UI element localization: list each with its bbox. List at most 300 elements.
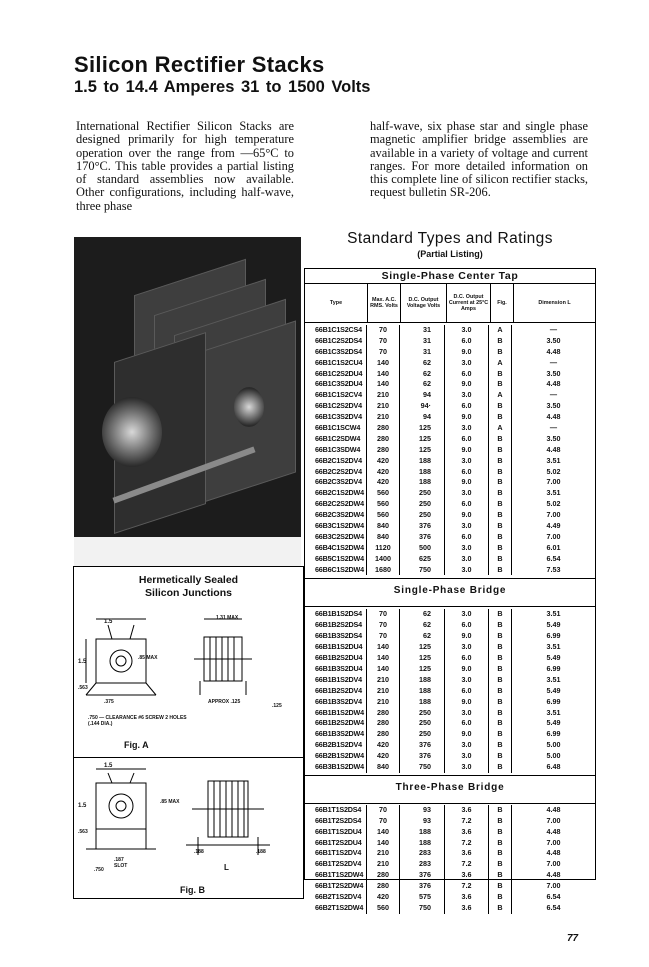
cell-fig: B <box>489 892 512 903</box>
cell-max-ac: 420 <box>367 477 400 488</box>
fig-a-bottom-dim: .375 <box>104 699 114 705</box>
cell-dc-current: 9.0 <box>445 697 489 708</box>
cell-max-ac: 280 <box>367 870 400 881</box>
cell-fig: B <box>489 631 512 642</box>
fig-a-width-dim: 1.5 <box>104 619 113 625</box>
cell-fig: B <box>489 718 512 729</box>
cell-dc-volts: 188 <box>400 456 445 467</box>
cell-dimension: 3.50 <box>546 401 561 411</box>
cell-max-ac: 420 <box>367 751 400 762</box>
three-phase-rows <box>305 804 595 914</box>
cell-fig: B <box>489 369 512 380</box>
cell-max-ac: 420 <box>367 456 400 467</box>
cell-dc-current: 3.0 <box>445 543 489 554</box>
cell-dc-volts: 125 <box>400 653 445 664</box>
cell-type: 66B1C3S2DV4 <box>305 412 367 423</box>
cell-dc-current: 3.0 <box>445 751 489 762</box>
cell-dc-current: 3.6 <box>445 870 489 881</box>
cell-dc-current: 3.0 <box>445 521 489 532</box>
cell-dc-volts: 188 <box>400 697 445 708</box>
cell-max-ac: 70 <box>367 347 400 358</box>
table-row <box>305 838 595 849</box>
fig-b-base-dim: .563 <box>78 829 88 835</box>
cell-fig: B <box>489 881 512 892</box>
cell-type: 66B2T1S2DV4 <box>305 892 367 903</box>
cell-dc-volts: 376 <box>400 532 445 543</box>
cell-dimension: — <box>549 390 558 400</box>
cell-type: 66B1T1S2DV4 <box>305 848 367 859</box>
cell-max-ac: 840 <box>367 532 400 543</box>
cell-dc-volts: 125 <box>400 664 445 675</box>
section-title-three-phase-bridge: Three-Phase Bridge <box>305 776 595 804</box>
cell-type: 66B1B3S2DW4 <box>305 729 367 740</box>
table-row <box>305 532 595 543</box>
cell-max-ac: 280 <box>367 708 400 719</box>
cell-dc-current: 9.0 <box>445 379 489 390</box>
table-row <box>305 510 595 521</box>
col-header-fig: Fig. <box>491 284 514 322</box>
cell-dimension: 7.53 <box>546 564 561 574</box>
cell-dimension: 7.00 <box>546 531 561 541</box>
fig-a-drawing <box>74 609 303 759</box>
table-row <box>305 521 595 532</box>
cell-dimension: — <box>549 357 558 367</box>
cell-fig: B <box>489 816 512 827</box>
cell-type: 66B1C2S2DV4 <box>305 401 367 412</box>
table-row <box>305 554 595 565</box>
cell-max-ac: 210 <box>367 848 400 859</box>
cell-dc-current: 9.0 <box>445 664 489 675</box>
single-bridge-rows <box>305 607 595 775</box>
table-row <box>305 848 595 859</box>
cell-dc-volts: 250 <box>400 708 445 719</box>
table-row <box>305 805 595 816</box>
fig-b-height-dim: 1.5 <box>78 803 87 809</box>
cell-dc-current: 9.0 <box>445 729 489 740</box>
cell-fig: B <box>489 488 512 499</box>
cell-dimension: 6.48 <box>546 761 561 771</box>
cell-dimension: 4.48 <box>546 346 561 356</box>
cell-fig: B <box>489 543 512 554</box>
cell-dc-volts: 62 <box>400 379 445 390</box>
cell-dimension: 3.51 <box>546 488 561 498</box>
cell-type: 66B1B2S2DS4 <box>305 620 367 631</box>
page-title: Silicon Rectifier Stacks <box>74 52 325 77</box>
cell-type: 66B1T1S2DU4 <box>305 827 367 838</box>
fig-b-length-dim: L <box>224 863 229 872</box>
ratings-table <box>304 268 596 912</box>
cell-type: 66B2C3S2DW4 <box>305 510 367 521</box>
cell-fig: B <box>489 708 512 719</box>
cell-fig: B <box>489 467 512 478</box>
table-row <box>305 488 595 499</box>
fig-a-side-dim: .85 MAX <box>138 655 158 661</box>
cell-max-ac: 140 <box>367 664 400 675</box>
cell-dc-current: 3.0 <box>445 609 489 620</box>
cell-dc-current: 3.0 <box>445 456 489 467</box>
cell-dc-volts: 125 <box>400 642 445 653</box>
cell-fig: B <box>489 521 512 532</box>
cell-type: 66B2C1S2DW4 <box>305 488 367 499</box>
fig-b-bottom-dim: .750 <box>94 867 104 873</box>
cell-dimension: — <box>549 325 558 334</box>
cell-type: 66B2C2S2DV4 <box>305 467 367 478</box>
table-row <box>305 412 595 423</box>
col-header-type: Type <box>305 284 368 322</box>
cell-dc-volts: 62 <box>400 620 445 631</box>
cell-dimension: 6.01 <box>546 542 561 552</box>
cell-type: 66B1B3S2DU4 <box>305 664 367 675</box>
fig-b-right-dim: .188 <box>256 849 266 855</box>
intro-paragraph-right: half-wave, six phase star and single phase magnetic amplifier bridge assemblies are available in a variety of voltage and current ranges. For more detailed information on this complete line of silicon rectifier stacks, request bulletin SR-206. <box>370 119 588 200</box>
table-row <box>305 631 595 642</box>
cell-max-ac: 420 <box>367 740 400 751</box>
table-row <box>305 892 595 903</box>
table-row <box>305 434 595 445</box>
cell-fig: B <box>489 805 512 816</box>
cell-fig: B <box>489 827 512 838</box>
cell-dc-current: 6.0 <box>445 718 489 729</box>
cell-fig: B <box>489 686 512 697</box>
table-row <box>305 816 595 827</box>
cell-dc-volts: 500 <box>400 543 445 554</box>
table-row <box>305 697 595 708</box>
cell-dc-current: 3.0 <box>445 762 489 773</box>
table-row <box>305 445 595 456</box>
table-row <box>305 477 595 488</box>
fig-b-slot-dim: .187 SLOT <box>114 857 128 869</box>
cell-fig: B <box>489 848 512 859</box>
cell-dc-current: 9.0 <box>445 412 489 423</box>
cell-max-ac: 70 <box>367 816 400 827</box>
col-header-dc-volts: D.C. Output Voltage Volts <box>401 284 447 322</box>
cell-max-ac: 140 <box>367 642 400 653</box>
cell-max-ac: 140 <box>367 838 400 849</box>
table-row <box>305 729 595 740</box>
table-row <box>305 467 595 478</box>
cell-dc-volts: 250 <box>400 510 445 521</box>
cell-fig: B <box>489 751 512 762</box>
cell-fig: B <box>489 609 512 620</box>
cell-type: 66B2C3S2DV4 <box>305 477 367 488</box>
cell-dc-current: 7.2 <box>445 859 489 870</box>
cell-dc-volts: 575 <box>400 892 445 903</box>
page-subtitle: 1.5 to 14.4 Amperes 31 to 1500 Volts <box>74 78 371 96</box>
cell-fig: B <box>489 565 512 576</box>
cell-dc-volts: 283 <box>400 848 445 859</box>
cell-dc-volts: 188 <box>400 686 445 697</box>
cell-max-ac: 70 <box>367 631 400 642</box>
cell-type: 66B6C1S2DW4 <box>305 565 367 576</box>
cell-max-ac: 70 <box>367 805 400 816</box>
cell-max-ac: 70 <box>367 325 400 336</box>
cell-dc-current: 6.0 <box>445 686 489 697</box>
cell-dimension: 7.00 <box>546 477 561 487</box>
fig-b-side-dim: .85 MAX <box>160 799 180 805</box>
cell-fig: B <box>489 762 512 773</box>
cell-dimension: 3.50 <box>546 433 561 443</box>
cell-max-ac: 140 <box>367 827 400 838</box>
cell-max-ac: 420 <box>367 892 400 903</box>
cell-type: 66B1B3S2DV4 <box>305 697 367 708</box>
cell-fig: B <box>489 903 512 914</box>
cell-type: 66B3C1S2DW4 <box>305 521 367 532</box>
table-row <box>305 740 595 751</box>
cell-dimension: 7.00 <box>546 859 561 869</box>
cell-type: 66B1C2SDW4 <box>305 434 367 445</box>
cell-dimension: 4.48 <box>546 826 561 836</box>
cell-dc-volts: 376 <box>400 870 445 881</box>
cell-dc-volts: 376 <box>400 881 445 892</box>
cell-dimension: 7.00 <box>546 815 561 825</box>
cell-type: 66B3B1S2DW4 <box>305 762 367 773</box>
cell-type: 66B5C1S2DW4 <box>305 554 367 565</box>
cell-dimension: 6.54 <box>546 553 561 563</box>
cell-type: 66B1T2S2DV4 <box>305 859 367 870</box>
table-title: Standard Types and Ratings <box>347 230 553 247</box>
cell-dc-volts: 93 <box>400 816 445 827</box>
cell-dc-volts: 376 <box>400 751 445 762</box>
cell-dc-volts: 125 <box>400 423 445 434</box>
cell-dc-current: 7.2 <box>445 838 489 849</box>
cell-type: 66B1C1S2CV4 <box>305 390 367 401</box>
cell-dc-current: 6.0 <box>445 653 489 664</box>
fig-b-width-dim: 1.5 <box>104 763 113 769</box>
cell-fig: B <box>489 859 512 870</box>
table-row <box>305 456 595 467</box>
cell-fig: B <box>489 532 512 543</box>
cell-dimension: 3.50 <box>546 368 561 378</box>
table-row <box>305 686 595 697</box>
cell-fig: B <box>489 664 512 675</box>
fig-b-label: Fig. B <box>180 885 205 895</box>
cell-dimension: 3.51 <box>546 455 561 465</box>
table-row <box>305 664 595 675</box>
section-title-single-bridge: Single-Phase Bridge <box>305 579 595 607</box>
cell-dc-current: 6.0 <box>445 369 489 380</box>
cell-dimension: 4.49 <box>546 521 561 531</box>
cell-fig: B <box>489 675 512 686</box>
cell-dimension: 3.50 <box>546 335 561 345</box>
fig-a-height-dim: 1.5 <box>78 659 87 665</box>
cell-dimension: 6.99 <box>546 631 561 641</box>
cell-dimension: 4.48 <box>546 848 561 858</box>
cell-max-ac: 280 <box>367 423 400 434</box>
cell-type: 66B1T2S2DS4 <box>305 816 367 827</box>
cell-type: 66B1C3S2DU4 <box>305 379 367 390</box>
cell-max-ac: 280 <box>367 434 400 445</box>
cell-dc-current: 3.6 <box>445 892 489 903</box>
cell-dc-volts: 93 <box>400 805 445 816</box>
table-row <box>305 751 595 762</box>
cell-dc-volts: 62 <box>400 609 445 620</box>
cell-dc-volts: 750 <box>400 565 445 576</box>
cell-dimension: 3.51 <box>546 609 561 619</box>
cell-dc-current: 6.0 <box>445 434 489 445</box>
cell-dc-current: 6.0 <box>445 401 489 412</box>
cell-max-ac: 210 <box>367 859 400 870</box>
cell-type: 66B1B1S2DW4 <box>305 708 367 719</box>
cell-dc-volts: 188 <box>400 477 445 488</box>
fig-b-drawing <box>74 761 303 881</box>
cell-fig: A <box>489 390 512 401</box>
cell-dc-current: 6.0 <box>445 532 489 543</box>
cell-fig: A <box>489 325 512 336</box>
table-row <box>305 543 595 554</box>
cell-type: 66B1B3S2DS4 <box>305 631 367 642</box>
cell-type: 66B1B1S2DV4 <box>305 675 367 686</box>
cell-max-ac: 840 <box>367 521 400 532</box>
cell-max-ac: 210 <box>367 401 400 412</box>
cell-fig: B <box>489 697 512 708</box>
cell-dimension: 5.49 <box>546 718 561 728</box>
table-subtitle: (Partial Listing) <box>417 249 483 259</box>
cell-dc-current: 9.0 <box>445 477 489 488</box>
cell-max-ac: 420 <box>367 467 400 478</box>
table-row <box>305 903 595 914</box>
cell-dc-current: 3.0 <box>445 358 489 369</box>
rectifier-stack-photo <box>74 237 301 567</box>
cell-fig: B <box>489 729 512 740</box>
cell-dc-volts: 750 <box>400 762 445 773</box>
cell-fig: B <box>489 477 512 488</box>
cell-dc-current: 3.0 <box>445 554 489 565</box>
cell-max-ac: 560 <box>367 510 400 521</box>
cell-fig: A <box>489 423 512 434</box>
cell-fig: B <box>489 412 512 423</box>
cell-max-ac: 210 <box>367 697 400 708</box>
cell-dc-volts: 62 <box>400 358 445 369</box>
table-row <box>305 565 595 576</box>
cell-dc-volts: 188 <box>400 675 445 686</box>
cell-dc-volts: 376 <box>400 740 445 751</box>
cell-dimension: 5.02 <box>546 499 561 509</box>
cell-dc-current: 9.0 <box>445 445 489 456</box>
cell-dc-current: 7.2 <box>445 881 489 892</box>
table-row <box>305 859 595 870</box>
cell-dc-volts: 188 <box>400 827 445 838</box>
cell-max-ac: 140 <box>367 379 400 390</box>
cell-type: 66B2B1S2DV4 <box>305 740 367 751</box>
cell-dimension: 7.00 <box>546 837 561 847</box>
cell-max-ac: 140 <box>367 369 400 380</box>
cell-dimension: 6.99 <box>546 729 561 739</box>
cell-dc-volts: 376 <box>400 521 445 532</box>
fig-b-mid-dim: .188 <box>194 849 204 855</box>
cell-dimension: 4.48 <box>546 804 561 814</box>
cell-type: 66B1T1S2DS4 <box>305 805 367 816</box>
cell-type: 66B1C1S2CU4 <box>305 358 367 369</box>
cell-dc-volts: 31 <box>400 347 445 358</box>
cell-dc-current: 3.0 <box>445 488 489 499</box>
cell-type: 66B1T2S2DW4 <box>305 881 367 892</box>
cell-dimension: 3.51 <box>546 707 561 717</box>
cell-max-ac: 70 <box>367 620 400 631</box>
cell-type: 66B1B2S2DU4 <box>305 653 367 664</box>
col-header-dc-current: D.C. Output Current at 25°C Amps <box>447 284 491 322</box>
cell-max-ac: 70 <box>367 609 400 620</box>
cell-fig: B <box>489 379 512 390</box>
cell-max-ac: 560 <box>367 499 400 510</box>
cell-dimension: 5.02 <box>546 466 561 476</box>
cell-dc-volts: 250 <box>400 718 445 729</box>
cell-max-ac: 210 <box>367 390 400 401</box>
fig-a-base-dim: .563 <box>78 685 88 691</box>
cell-dc-volts: 62 <box>400 369 445 380</box>
cell-dimension: 5.00 <box>546 751 561 761</box>
table-row <box>305 401 595 412</box>
cell-type: 66B1C2S2DU4 <box>305 369 367 380</box>
cell-max-ac: 210 <box>367 412 400 423</box>
cell-type: 66B1B1S2DU4 <box>305 642 367 653</box>
table-row <box>305 881 595 892</box>
cell-type: 66B1C3SDW4 <box>305 445 367 456</box>
cell-max-ac: 210 <box>367 675 400 686</box>
cell-max-ac: 210 <box>367 686 400 697</box>
cell-dc-current: 3.6 <box>445 827 489 838</box>
table-row <box>305 675 595 686</box>
cell-dc-current: 7.2 <box>445 816 489 827</box>
cell-fig: B <box>489 401 512 412</box>
cell-fig: B <box>489 499 512 510</box>
section-title-center-tap: Single-Phase Center Tap <box>305 269 595 284</box>
cell-fig: B <box>489 347 512 358</box>
cell-type: 66B1C2S2DS4 <box>305 336 367 347</box>
cell-type: 66B4C1S2DW4 <box>305 543 367 554</box>
cell-dc-current: 3.0 <box>445 325 489 336</box>
cell-dc-volts: 250 <box>400 488 445 499</box>
fig-a-approx-dim: APPROX .125 <box>208 699 241 705</box>
cell-dc-current: 3.0 <box>445 675 489 686</box>
cell-type: 66B1B2S2DW4 <box>305 718 367 729</box>
cell-max-ac: 1400 <box>367 554 400 565</box>
cell-dc-current: 9.0 <box>445 347 489 358</box>
cell-fig: B <box>489 456 512 467</box>
fig-a-spacing-dim: .125 <box>272 703 282 709</box>
cell-dc-current: 3.0 <box>445 423 489 434</box>
cell-max-ac: 140 <box>367 358 400 369</box>
column-header-row <box>305 284 595 323</box>
cell-dimension: 4.48 <box>546 412 561 422</box>
cell-dc-volts: 625 <box>400 554 445 565</box>
cell-dc-volts: 125 <box>400 434 445 445</box>
table-row <box>305 762 595 773</box>
cell-dc-current: 3.0 <box>445 740 489 751</box>
figure-heading-line2: Silicon Junctions <box>145 587 232 599</box>
cell-dc-volts: 125 <box>400 445 445 456</box>
table-row <box>305 358 595 369</box>
cell-dc-current: 3.0 <box>445 708 489 719</box>
dimension-figures-panel <box>73 566 304 899</box>
cell-fig: B <box>489 336 512 347</box>
cell-dc-current: 6.0 <box>445 499 489 510</box>
table-row <box>305 369 595 380</box>
cell-dc-current: 3.0 <box>445 565 489 576</box>
table-row <box>305 423 595 434</box>
cell-type: 66B1C1S2CS4 <box>305 325 367 336</box>
table-row <box>305 708 595 719</box>
cell-type: 66B1T2S2DU4 <box>305 838 367 849</box>
cell-dc-volts: 188 <box>400 838 445 849</box>
cell-fig: B <box>489 740 512 751</box>
cell-max-ac: 280 <box>367 718 400 729</box>
cell-fig: B <box>489 653 512 664</box>
cell-dc-volts: 94 <box>400 412 445 423</box>
cell-max-ac: 280 <box>367 881 400 892</box>
center-tap-rows <box>305 323 595 579</box>
cell-max-ac: 70 <box>367 336 400 347</box>
col-header-dimension: Dimension L <box>538 299 571 306</box>
